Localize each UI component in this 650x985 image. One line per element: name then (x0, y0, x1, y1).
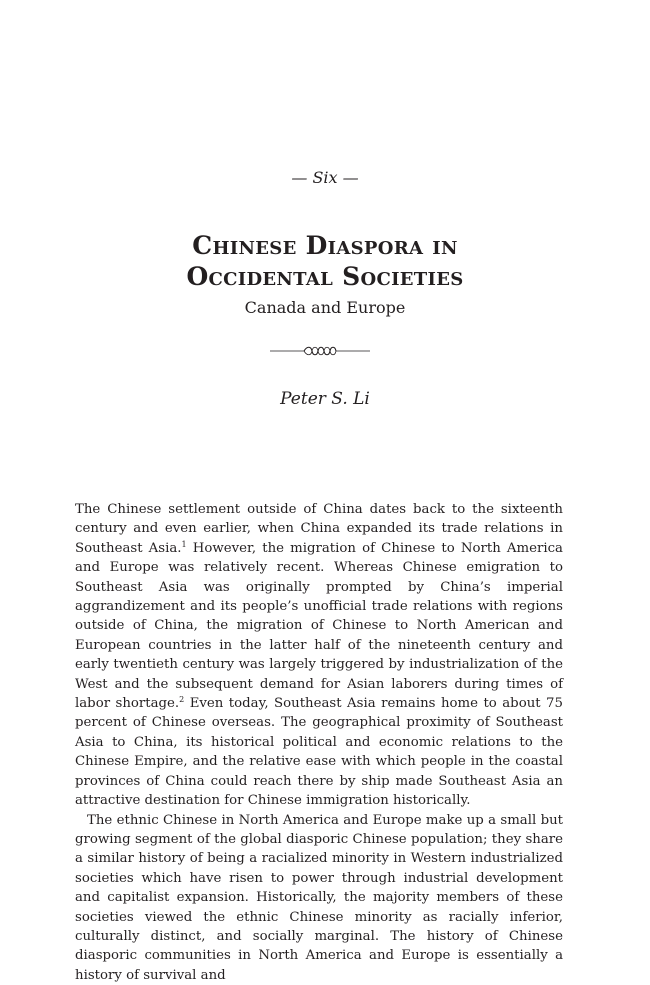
author-name: Peter S. Li (0, 389, 650, 409)
paragraph-2: The ethnic Chinese in North America and Europe make up a small but growing segment of the global diasporic Chinese population; they share a similar history of being a racialized minority in Western industrialized societies which have risen to power through industrial development and capitalist expansion. Historically, the majority members of these societies viewed the ethnic Chinese minority as racially inferior, culturally distinct, and socially marginal. The history of Chinese diasporic communities in North America and Europe is essentially a history of survival and (75, 811, 563, 985)
footnote-ref-1: 1 (182, 540, 187, 549)
chapter-number: — Six — (0, 168, 650, 187)
paragraph-1-part-2: However, the migration of Chinese to North America and Europe was relatively recent. Whereas Chinese emigration to Southeast Asia was originally prompted by China’s imperial aggrandizement and its people’s unofficial trade relations with regions outside of China, the migration of Chinese to North American and European countries in the latter half of the nineteenth century and early twentieth century was largely triggered by industrialization of the West and the subsequent demand for Asian laborers during times of labor shortage. (75, 541, 563, 711)
paragraph-1 (75, 500, 563, 811)
ornament-divider-icon (270, 343, 370, 359)
chapter-subtitle: Canada and Europe (0, 298, 650, 317)
chapter-title-line-1: Chinese Diaspora in (0, 230, 650, 261)
body-text (75, 500, 563, 985)
paragraph-1-part-1: The Chinese settlement outside of China dates back to the sixteenth century and even earlier, when China expanded its trade relations in Southeast Asia. (75, 502, 563, 556)
footnote-ref-2: 2 (179, 695, 184, 704)
paragraph-1-part-3: Even today, Southeast Asia remains home to about 75 percent of Chinese overseas. The geographical proximity of Southeast Asia to China, its historical political and economic relations to the Chinese Empire, and the relative ease with which people in the coastal provinces of China could reach there by ship made Southeast Asia an attractive destination for Chinese immigration historically. (75, 696, 563, 808)
chapter-title (0, 230, 650, 292)
chapter-title-line-2: Occidental Societies (0, 261, 650, 292)
